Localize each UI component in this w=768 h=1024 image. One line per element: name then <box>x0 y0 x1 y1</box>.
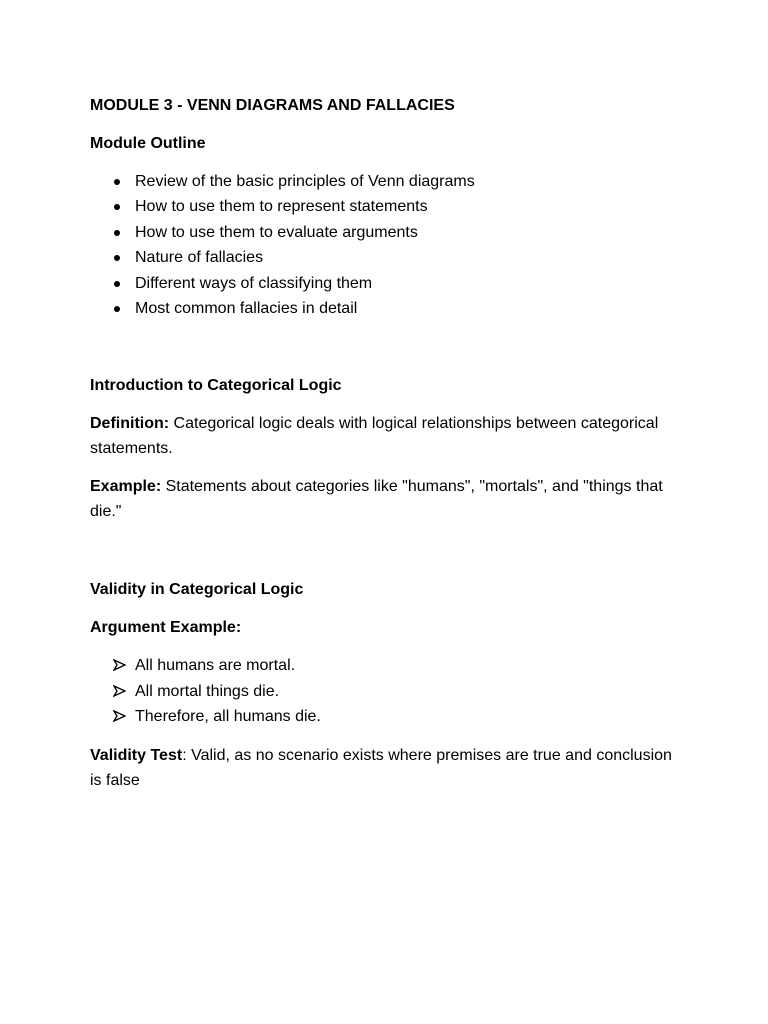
list-item: How to use them to evaluate arguments <box>135 223 418 241</box>
validity-test-label: Validity Test <box>90 746 183 764</box>
definition-paragraph <box>90 411 680 461</box>
list-item: Nature of fallacies <box>135 249 264 267</box>
list-item: Most common fallacies in detail <box>135 300 358 318</box>
example-paragraph <box>90 474 680 524</box>
list-item: Therefore, all humans die. <box>90 704 680 729</box>
intro-heading: Introduction to Categorical Logic <box>90 377 342 395</box>
list-item: All mortal things die. <box>90 679 680 704</box>
definition-text: Categorical logic deals with logical relationships between categorical statements. <box>90 415 659 458</box>
premises-list <box>90 653 680 729</box>
list-item: Different ways of classifying them <box>135 274 373 292</box>
module-title: MODULE 3 - VENN DIAGRAMS AND FALLACIES <box>90 97 455 114</box>
validity-heading: Validity in Categorical Logic <box>90 581 304 599</box>
example-text: Statements about categories like "humans", "mortals", and "things that die." <box>90 478 663 521</box>
outline-heading: Module Outline <box>90 135 206 152</box>
validity-test-paragraph <box>90 743 680 793</box>
example-label: Example: <box>90 478 162 496</box>
validity-test-text: : Valid, as no scenario exists where premises are true and conclusion is false <box>90 746 672 789</box>
list-item: All humans are mortal. <box>90 653 680 678</box>
definition-label: Definition: <box>90 415 170 433</box>
argument-heading: Argument Example: <box>90 619 242 637</box>
list-item: Review of the basic principles of Venn diagrams <box>135 173 475 190</box>
outline-list <box>90 169 680 321</box>
document-page <box>90 93 680 793</box>
list-item: How to use them to represent statements <box>135 198 428 216</box>
